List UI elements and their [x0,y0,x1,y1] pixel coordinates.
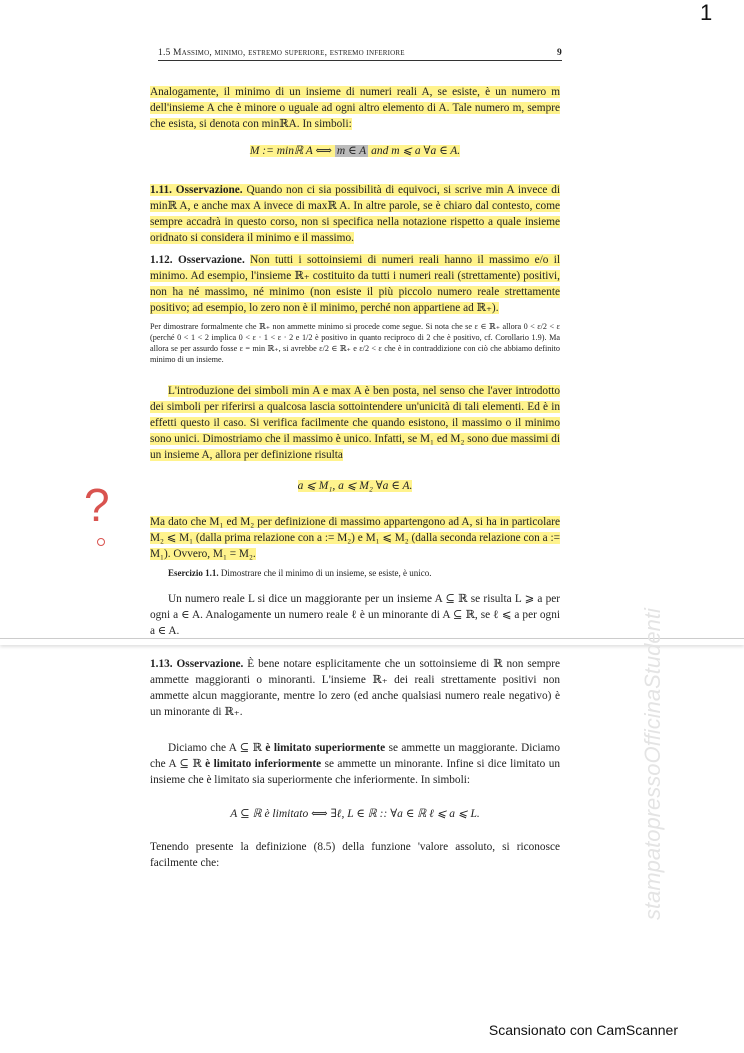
proof-note: Per dimostrare formalmente che ℝ₊ non ammette minimo si procede come segue. Si nota che se ε ∈ ℝ₊ allora 0 < ε/2 < ε (perché 0 < 1 < 2 implica 0 < ε · 1 < ε · 2 e 1/2 è positivo in quanto reciproco di 2 che è positivo, cf. Corollario 1.9). Ma allora se per assurdo fosse ε = min ℝ₊, si avrebbe ε/2 ∈ ℝ₊ e ε/2 < ε che è in contraddizione con ciò che abbiamo definito minimo di un insieme. [150,322,560,364]
page-tear-line [0,638,744,645]
observation-1-13: 1.13. Osservazione. È bene notare esplicitamente che un sottoinsieme di ℝ non sempre ammette maggioranti o minoranti. L'insieme ℝ₊ dei reali strettamente positivi non ammette alcun maggiorante, mentre lo zero (ed anche qualsiasi numero reale negativo) è un minorante di ℝ₊. [150,658,560,718]
running-header [158,48,562,61]
watermark: stampatopressoOfficinaStudenti [640,608,665,920]
handwritten-dot [97,538,105,546]
paragraph-absolute-value: Tenendo presente la definizione (8.5) della funzione 'valore assoluto, si riconosce facilmente che: [150,841,560,869]
formula-maximum: a ⩽ M₁, a ⩽ M₂ ∀a ∈ A. [297,480,413,492]
paragraph-uniqueness: Ma dato che M₁ ed M₂ per definizione di massimo appartengono ad A, si ha in particolare M₂ ⩽ M₁ (dalla prima relazione con a := M₂) e M₁ ⩽ M₂ (dalla seconda relazione con a := M₁). Ovvero, M₁ = M₂. [150,516,560,560]
handwritten-question-mark: ? [84,479,110,531]
observation-1-12: 1.12. Osservazione. Non tutti i sottoinsiemi di numeri reali hanno il massimo e/o il minimo. Ad esempio, l'insieme ℝ₊ costituito da tutti i numeri reali (strettamente) positivi, non ha né massimo, né minimo (non esiste il più piccolo numero reale strettamente positivo; ad esempio, lo zero non è il minimo, perché non appartiene ad ℝ₊). [150,254,560,314]
paragraph-minimum: Analogamente, il minimo di un insieme di numeri reali A, se esiste, è un numero m dell'insieme A che è minore o uguale ad ogni altro elemento di A. Tale numero m, sempre che esista, si denota con minℝA. In simboli: [150,86,560,130]
paragraph-limited: Diciamo che A ⊆ ℝ è limitato superiormente se ammette un maggiorante. Diciamo che A ⊆ ℝ è limitato inferiormente se ammette un minorante. Infine si dice limitato un insieme che è limitato sia superiormente che inferiormente. In simboli: [150,742,560,786]
page-number: 9 [557,48,562,58]
observation-1-11: 1.11. Osservazione. Quando non ci sia possibilità di equivoci, si scrive min A invece di minℝ A, e anche max A invece di maxℝ A. In altre parole, se è chiaro dal contesto, come sempre accadrà in questo corso, non si specifica nella notazione rispetto a quale insieme oridnato si considera il minimo e il massimo. [150,184,560,244]
formula-limited: A ⊆ ℝ è limitato ⟺ ∃ℓ, L ∈ ℝ :: ∀a ∈ ℝ ℓ ⩽ a ⩽ L. [230,808,480,820]
exercise-1-1: Esercizio 1.1. Dimostrare che il minimo di un insieme, se esiste, è unico. [168,568,432,578]
corner-page-number: 1 [700,0,713,25]
paragraph-bounds: Un numero reale L si dice un maggiorante per un insieme A ⊆ ℝ se risulta L ⩾ a per ogni a ∈ A. Analogamente un numero reale ℓ è un minorante di A ⊆ ℝ, se ℓ ⩽ a per ogni a ∈ A. [150,593,560,637]
section-title: 1.5 Massimo, minimo, estremo superiore, estremo inferiore [158,48,405,58]
scanner-label: Scansionato con CamScanner [488,1022,678,1038]
formula-minimum: M := minℝ A ⟺ m ∈ A and m ⩽ a ∀a ∈ A. [249,145,461,157]
paragraph-introduction: L'introduzione dei simboli min A e max A è ben posta, nel senso che l'aver introdotto dei simboli per riferirsi a qualcosa lascia sottointendere un'unicità di tali elementi. Ed è in effetti questo il caso. Si verifica facilmente che quando esistono, il massimo o il minimo sono unici. Dimostriamo che il massimo è unico. Infatti, se M₁ ed M₂ sono due massimi di un insieme A, allora per definizione risulta [150,385,560,461]
